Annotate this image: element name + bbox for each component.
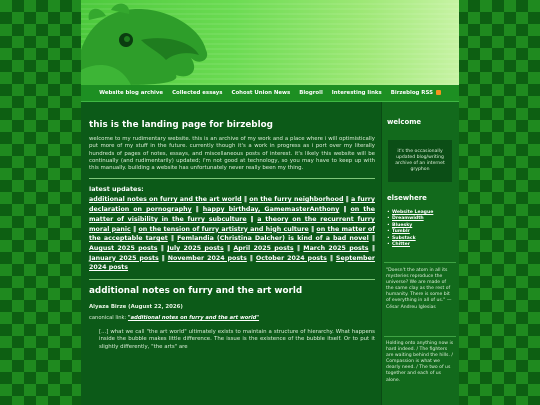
nav-rss[interactable]: [391, 90, 441, 96]
update-link[interactable]: on the furry neighborhood: [249, 196, 344, 204]
update-link[interactable]: additional notes on furry and the art world: [89, 196, 242, 204]
post-excerpt: [...] what we call "the art world" ultimately exists to maintain a structure of hierarchy. What happens inside the bubble makes little difference. The issue is the existence of the bubble itself. Or to put it slightly differently, "the arts" are: [99, 329, 375, 350]
nav-blogroll[interactable]: Blogroll: [299, 90, 323, 96]
divider: [89, 178, 375, 179]
canonical-link[interactable]: "additional notes on furry and the art world": [127, 315, 260, 322]
elsewhere-item: [392, 242, 459, 248]
update-link[interactable]: October 2024 posts: [255, 254, 327, 262]
page-container: [81, 0, 459, 405]
welcome-heading: welcome: [387, 118, 422, 126]
elsewhere-heading: elsewhere: [387, 194, 427, 202]
update-link[interactable]: January 2025 posts: [89, 254, 159, 262]
update-link[interactable]: April 2025 posts: [233, 245, 294, 252]
update-link[interactable]: Femlandia (Christina Dalcher) is kind of a bad novel: [177, 235, 369, 243]
update-link[interactable]: September 2024 posts: [89, 254, 375, 272]
sidebar-divider: [384, 262, 456, 263]
updates-heading: latest updates:: [89, 185, 144, 194]
update-link[interactable]: on the tension of furry artistry and high culture: [138, 225, 309, 233]
intro-paragraph: welcome to my rudimentary website. this is an archive of my work and a place where i will optimistically put more of my stuff in the future. currently though it's a work in progress as i port over my literally hundreds of pages of notes, essays, and miscellaneous posts of interest. it's likely this website will be continually (and rudimentarily) updated; i'm not good at technology, so you may have to keep up with this manually. building a website has unfortunately never really been my thing.: [89, 136, 375, 172]
nav-blog-archive[interactable]: Website blog archive: [99, 90, 164, 96]
page-title: this is the landing page for birzeblog: [89, 120, 273, 130]
update-link[interactable]: August 2025 posts: [89, 245, 158, 252]
update-link[interactable]: a theory on the recurrent furry moral panic: [89, 215, 375, 233]
update-link[interactable]: a furry declaration on pornography: [89, 196, 376, 214]
post-title: additional notes on furry and the art world: [89, 286, 303, 297]
canonical-prefix: canonical link:: [89, 315, 128, 322]
sidebar-quote: "Doesn't the atom in all its mysteries reproduce the universe? We are made of the same clay as the rest of humanity. There is some bit of everything in all of us." —César Andreu Iglesias: [386, 268, 452, 310]
main-nav: [81, 85, 459, 102]
update-link[interactable]: July 2025 posts: [167, 245, 224, 252]
elsewhere-link[interactable]: Bluesky: [392, 222, 413, 228]
rss-icon: [436, 90, 441, 95]
nav-cohost-union-news[interactable]: Cohost Union News: [231, 90, 291, 96]
update-link[interactable]: happy birthday, GamemasterAnthony: [202, 206, 340, 214]
elsewhere-links: [382, 210, 459, 248]
nav-rss-label: Birzeblog RSS: [390, 90, 433, 96]
elsewhere-link[interactable]: Substack: [392, 235, 416, 241]
sidebar-poem: Holding onto anything now is hard indeed. / The fighters are waiting behind the hills. / Compassion is what we dearly need. / The two of us together and each of us alone.: [386, 341, 454, 383]
main-content: [81, 102, 381, 405]
elsewhere-link[interactable]: Chitter: [392, 242, 410, 248]
site-banner[interactable]: [81, 0, 459, 85]
welcome-text: it's the occasionally updated blog/writing archive of an internet gryphon: [395, 149, 445, 172]
elsewhere-link[interactable]: Tumblr: [392, 229, 410, 235]
post-byline: Alyaza Birze (August 22, 2026): [89, 304, 183, 311]
nav-collected-essays[interactable]: Collected essays: [172, 90, 223, 96]
gryphon-logo-icon: [81, 0, 459, 85]
update-link[interactable]: March 2025 posts: [303, 245, 369, 252]
nav-interesting-links[interactable]: Interesting links: [331, 90, 382, 96]
canonical-line: [89, 315, 375, 321]
welcome-box: [388, 140, 452, 182]
elsewhere-link[interactable]: Dreamwidth: [392, 216, 424, 222]
sidebar-divider: [384, 336, 456, 337]
divider: [89, 279, 375, 280]
elsewhere-link[interactable]: Website League: [392, 210, 434, 215]
update-link[interactable]: on the matter of the acceptable target: [89, 225, 375, 243]
updates-list: additional notes on furry and the art world ‖ on the furry neighborhood ‖ a furry declaration on pornography ‖ happy birthday, GamemasterAnthony ‖ on the matter of visibility in the furry subculture ‖ a theory on the recurrent furry moral panic ‖ on the tension of furry artistry and high culture ‖ on the matter of the acceptable target ‖ Femlandia (Christina Dalcher) is kind of a bad novel ‖ August 2025 posts ‖ July 2025 posts ‖ April 2025 posts ‖ March 2025 posts ‖ January 2025 posts ‖ November 2024 posts ‖ October 2024 posts ‖ September 2024 posts: [89, 196, 376, 272]
update-link[interactable]: November 2024 posts: [167, 254, 247, 262]
update-link[interactable]: on the matter of visibility in the furry subculture: [89, 206, 375, 223]
